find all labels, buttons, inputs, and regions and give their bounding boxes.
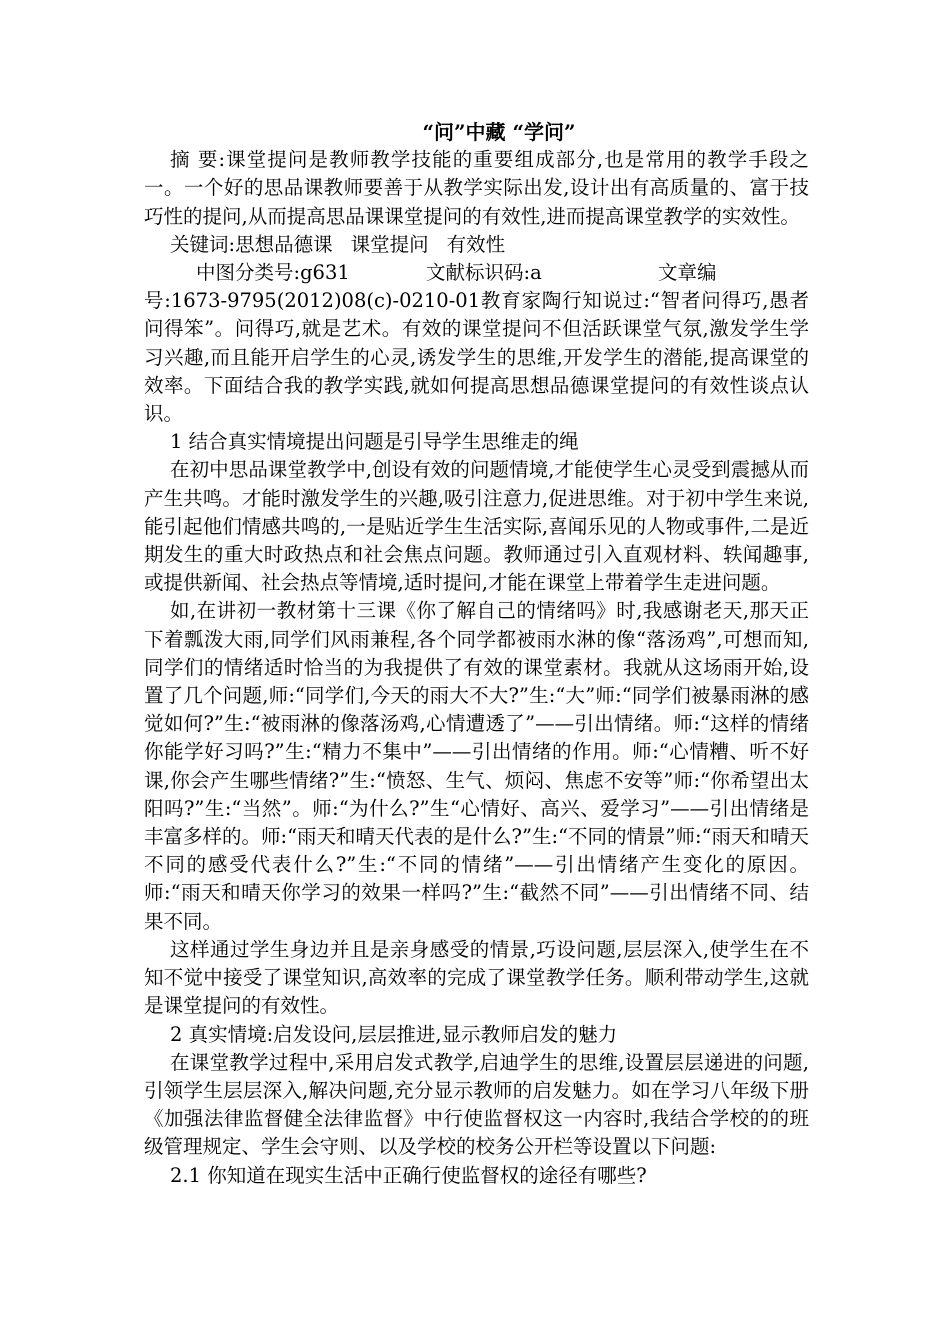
section-heading-2: 2 真实情境:启发设问,层层推进,显示教师启发的魅力: [170, 1022, 618, 1046]
keyword-2: 课堂提问: [350, 232, 429, 256]
subsection-heading-2-1: 2.1 你知道在现实生活中正确行使监督权的途径有哪些?: [170, 1163, 647, 1187]
page-title: “问”中藏 “学问”: [422, 120, 576, 144]
document-page: [144, 118, 809, 1190]
body-paragraph-4: 在课堂教学过程中,采用启发式教学,启迪学生的思维,设置层层递进的问题,引领学生层层深入,解决问题,充分显示教师的启发魅力。如在学习八年级下册《加强法律监督健全法律监督》中行使监督权这一内容时,我结合学校的的班级管理规定、学生会守则、以及学校的校务公开栏等设置以下问题:: [144, 1050, 809, 1159]
intro-paragraph: 号:1673-9795(2012)08(c)-0210-01教育家陶行知说过:“智者问得巧,愚者问得笨”。问得巧,就是艺术。有效的课堂提问不但活跃课堂气氛,激发学生学习兴趣,而且能开启学生的心灵,诱发学生的思维,开发学生的潜能,提高课堂的效率。下面结合我的教学实践,就如何提高思想品德课堂提问的有效性谈点认识。: [144, 289, 809, 426]
keyword-3: 有效性: [446, 232, 506, 256]
body-paragraph-3: 这样通过学生身边并且是亲身感受的情景,巧设问题,层层深入,使学生在不知不觉中接受了课堂知识,高效率的完成了课堂教学任务。顺利带动学生,这就是课堂提问的有效性。: [144, 937, 809, 1018]
keywords-line: [144, 231, 809, 259]
classification-line: [144, 259, 809, 287]
clc-code: 中图分类号:g631: [196, 261, 350, 285]
abstract-paragraph: 摘 要:课堂提问是教师教学技能的重要组成部分,也是常用的教学手段之一。一个好的思品课教师要善于从教学实际出发,设计出有高质量的、富于技巧性的提问,从而提高思品课课堂提问的有效性,进而提高课堂教学的实效性。: [144, 148, 809, 228]
body-paragraph-2: 如,在讲初一教材第十三课《你了解自己的情绪吗》时,我感谢老天,那天正下着瓢泼大雨,同学们风雨兼程,各个同学都被雨水淋的像“落汤鸡”,可想而知,同学们的情绪适时恰当的为我提供了有效的课堂素材。我就从这场雨开始,设置了几个问题,师:“同学们,今天的雨大不大?”生:“大”师:“同学们被暴雨淋的感觉如何?”生:“被雨淋的像落汤鸡,心情遭透了”——引出情绪。师:“这样的情绪你能学好习吗?”生:“精力不集中”——引出情绪的作用。师:“心情糟、听不好课,你会产生哪些情绪?”生:“愤怒、生气、烦闷、焦虑不安等”师:“你希望出太阳吗?”生:“当然”。师:“为什么?”生“心情好、高兴、爱学习”——引出情绪是丰富多样的。师:“雨天和晴天代表的是什么?”生:“不同的情景”师:“雨天和晴天不同的感受代表什么?”生:“不同的情绪”——引出情绪产生变化的原因。师:“雨天和晴天你学习的效果一样吗?”生:“截然不同”——引出情绪不同、结果不同。: [144, 599, 810, 933]
article-number-label: 文章编: [658, 261, 717, 285]
keywords-label: 关键词:思想品德课: [170, 232, 333, 256]
body-paragraph-1: 在初中思品课堂教学中,创设有效的问题情境,才能使学生心灵受到震撼从而产生共鸣。才能时激发学生的兴趣,吸引注意力,促进思维。对于初中学生来说,能引起他们情感共鸣的,一是贴近学生生活实际,喜闻乐见的人物或事件,二是近期发生的重大时政热点和社会焦点问题。教师通过引入直观材料、轶闻趣事,或提供新闻、社会热点等情境,适时提问,才能在课堂上带着学生走进问题。: [144, 458, 809, 595]
section-heading-1: 1 结合真实情境提出问题是引导学生思维走的绳: [170, 430, 579, 454]
document-code: 文献标识码:a: [426, 261, 542, 285]
